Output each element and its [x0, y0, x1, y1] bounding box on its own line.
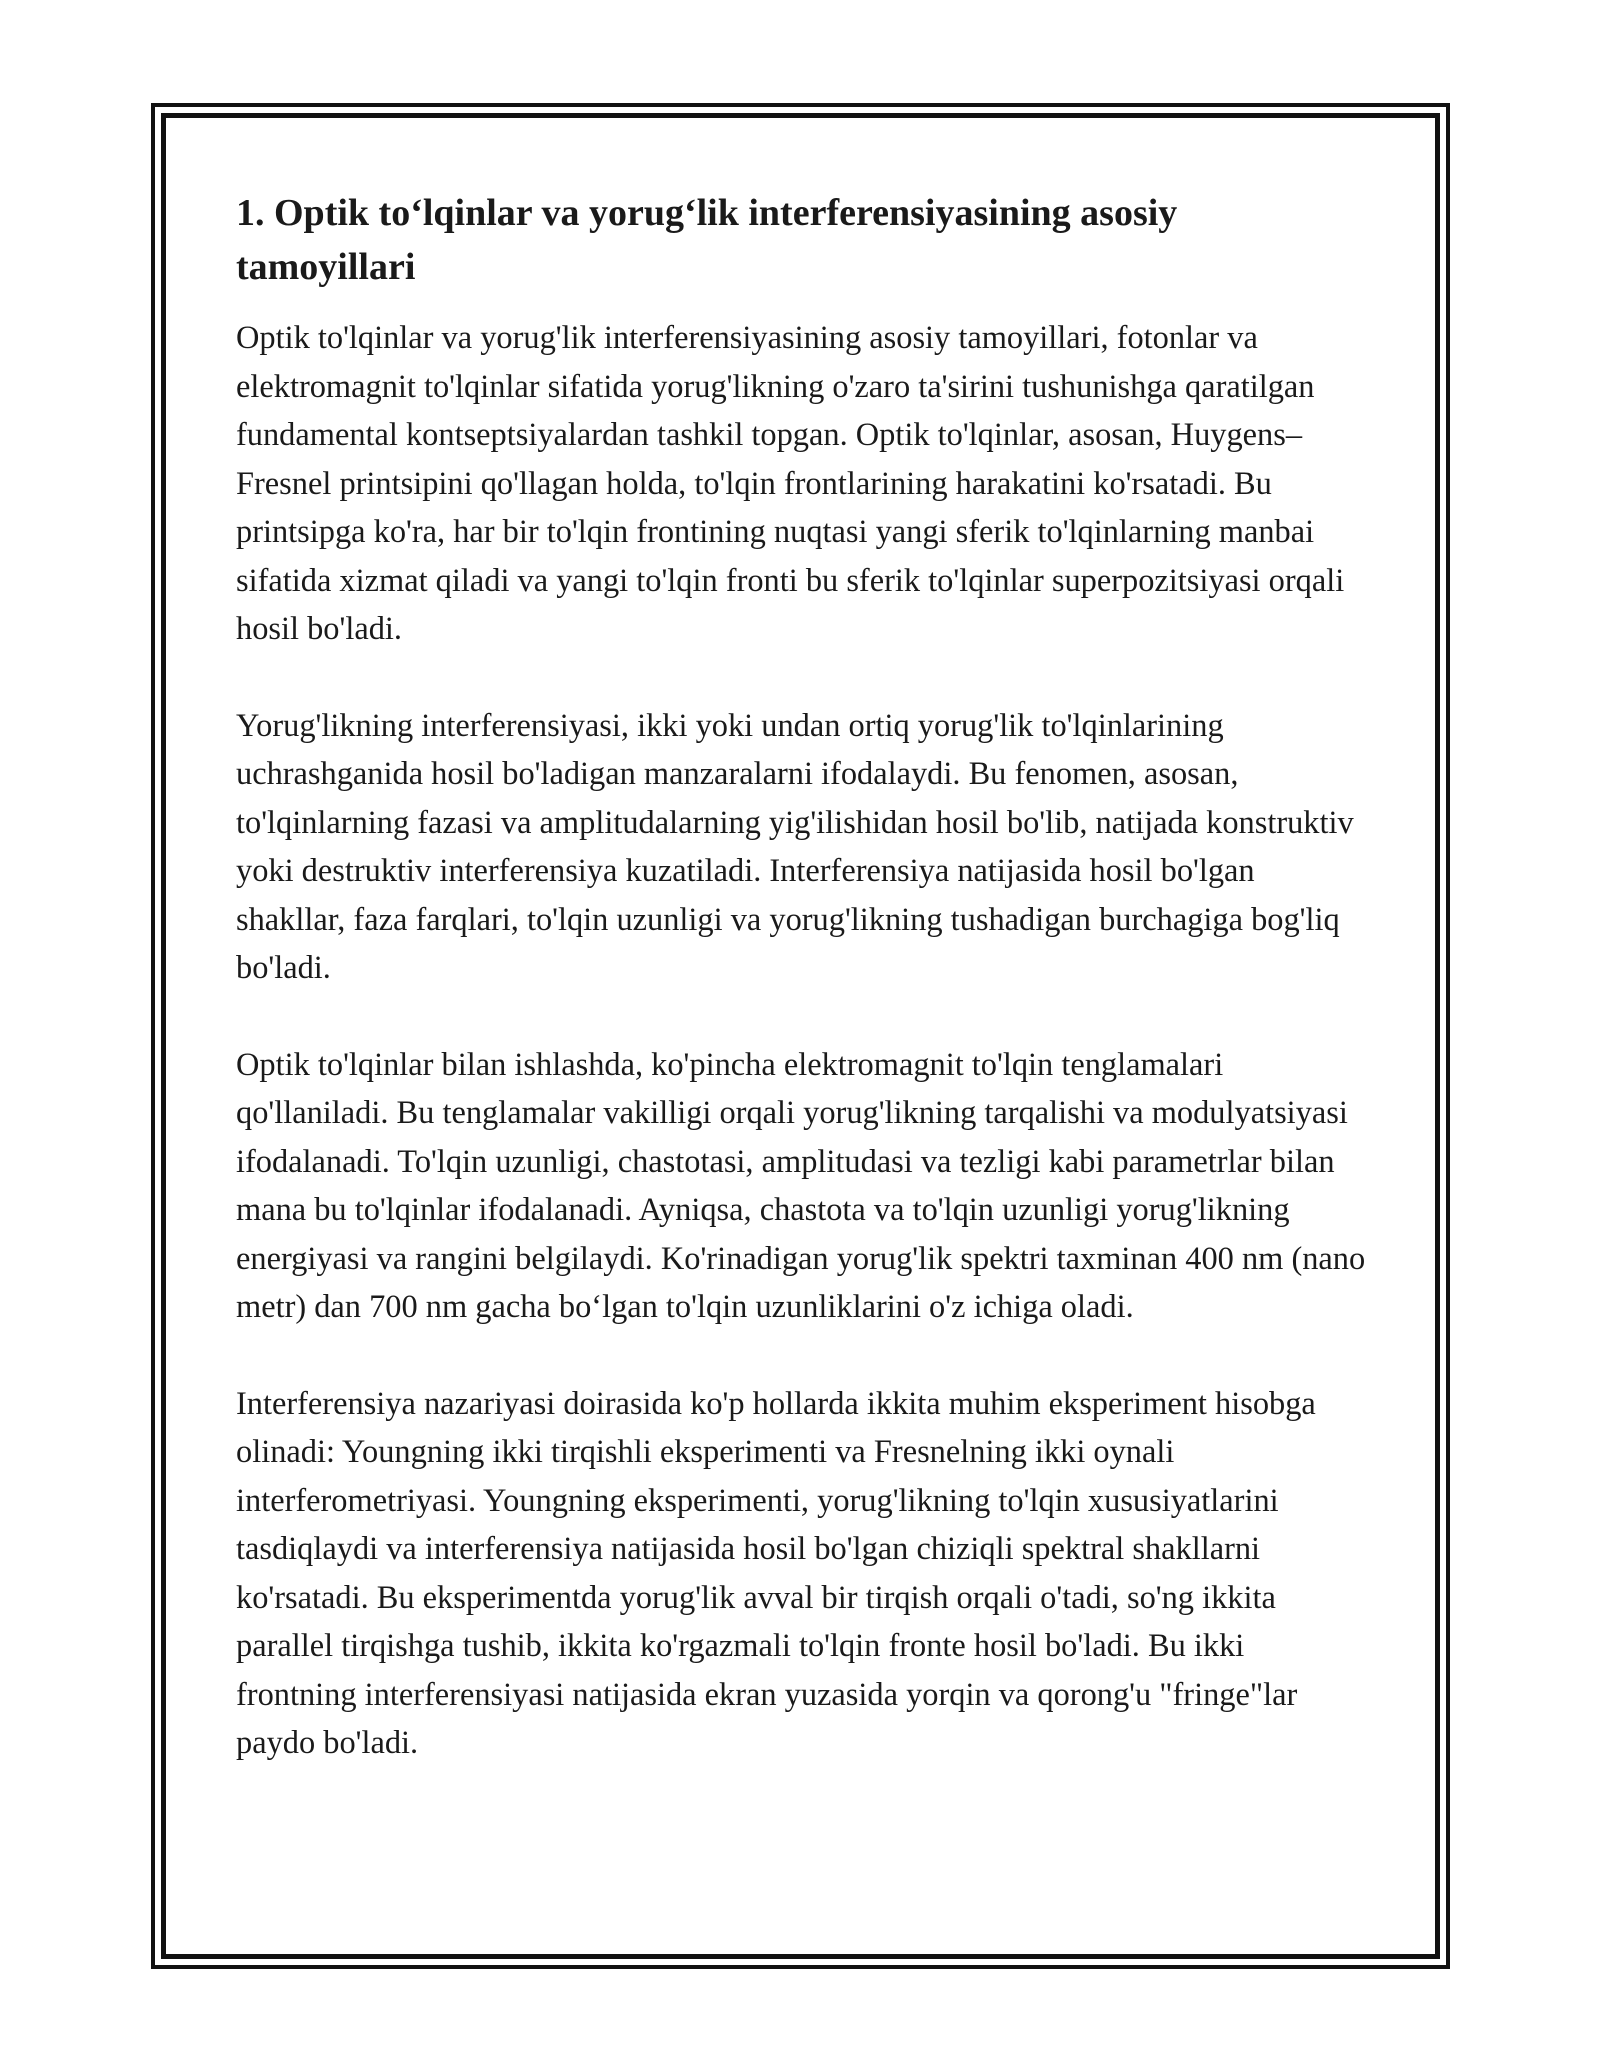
paragraph-3: Optik to'lqinlar bilan ishlashda, ko'pincha elektromagnit to'lqin tenglamalari qo'llaniladi. Bu tenglamalar vakilligi orqali yorug'likning tarqalishi va modulyatsiyasi ifodalanadi. To'lqin uzunligi, chastotasi, amplitudasi va tezligi kabi parametrlar bilan mana bu to'lqinlar ifodalanadi. Ayniqsa, chastota va to'lqin uzunligi yorug'likning energiyasi va rangini belgilaydi. Ko'rinadigan yorug'lik spektri taxminan 400 nm (nano metr) dan 700 nm gacha bo‘lgan to'lqin uzunliklarini o'z ichiga oladi.: [236, 1046, 1366, 1325]
document-body: [236, 186, 1366, 1816]
paragraph-4: Interferensiya nazariyasi doirasida ko'p hollarda ikkita muhim eksperiment hisobga olinadi: Youngning ikki tirqishli eksperimenti va Fresnelning ikki oynali interferometriyasi. Youngning eksperimenti, yorug'likning to'lqin xususiyatlarini tasdiqlaydi va interferensiya natijasida hosil bo'lgan chiziqli spektral shakllarni ko'rsatadi. Bu eksperimentda yorug'lik avval bir tirqish orqali o'tadi, so'ng ikkita parallel tirqishga tushib, ikkita ko'rgazmali to'lqin fronte hosil bo'ladi. Bu ikki frontning interferensiyasi natijasida ekran yuzasida yorqin va qorong'u "fringe"lar paydo bo'ladi.: [236, 1385, 1316, 1761]
section-heading: 1. Optik to‘lqinlar va yorug‘lik interferensiyasining asosiy tamoyillari: [236, 192, 1178, 288]
paragraph-1: Optik to'lqinlar va yorug'lik interferensiyasining asosiy tamoyillari, fotonlar va elektromagnit to'lqinlar sifatida yorug'likning o'zaro ta'sirini tushunishga qaratilgan fundamental kontseptsiyalardan tashkil topgan. Optik to'lqinlar, asosan, Huygens–Fresnel printsipini qo'llagan holda, to'lqin frontlarining harakatini ko'rsatadi. Bu printsipga ko'ra, har bir to'lqin frontining nuqtasi yangi sferik to'lqinlarning manbai sifatida xizmat qiladi va yangi to'lqin fronti bu sferik to'lqinlar superpozitsiyasi orqali hosil bo'ladi.: [236, 320, 1345, 647]
paragraph-2: Yorug'likning interferensiyasi, ikki yoki undan ortiq yorug'lik to'lqinlarining uchrashganida hosil bo'ladigan manzaralarni ifodalaydi. Bu fenomen, asosan, to'lqinlarning fazasi va amplitudalarning yig'ilishidan hosil bo'lib, natijada konstruktiv yoki destruktiv interferensiya kuzatiladi. Interferensiya natijasida hosil bo'lgan shakllar, faza farqlari, to'lqin uzunligi va yorug'likning tushadigan burchagiga bog'liq bo'ladi.: [236, 707, 1354, 986]
